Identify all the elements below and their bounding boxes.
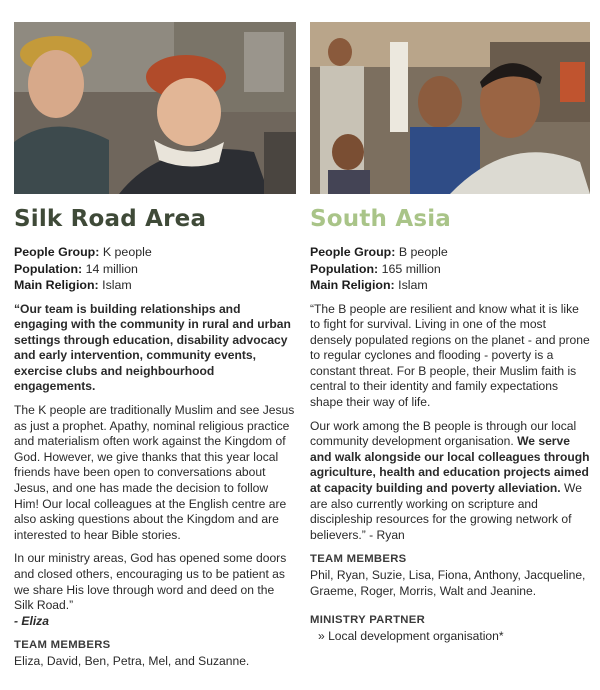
population-row: Population: 165 million (310, 261, 441, 276)
body-paragraph: The K people are traditionally Muslim and see Jesus as just a prophet. Apathy, nominal religious practice and materialism often work against the Kingdom of God. However, we give thanks that this year local friends have been open to conversations about Jesus, and one has made the decision to follow Him! Our local colleagues at the English centre are also asking questions about the Kingdom and are interested to hear Bible stories. (14, 403, 295, 542)
facts-block (310, 244, 590, 294)
region-title: Silk Road Area (14, 206, 207, 232)
signature: - Eliza (14, 613, 49, 628)
partner-heading: MINISTRY PARTNER (310, 613, 426, 626)
south-asia-column (310, 0, 590, 644)
body-paragraph: “The B people are resilient and know what it is like to fight for survival. Living in one of the most densely populated regions on the planet - and prone to regular cyclones and flooding - poverty is a constant threat. For B people, their Muslim faith is central to their identity and family expectations shape their way of life. (310, 301, 590, 410)
team-members: Phil, Ryan, Suzie, Lisa, Fiona, Anthony, Jacqueline, Graeme, Roger, Morris, Walt and Jeanine. (310, 568, 586, 598)
facts-block (14, 244, 296, 294)
bold-highlight: We serve and walk alongside our local colleagues through agriculture, health and education projects aimed at capacity building and poverty alleviation. (310, 434, 590, 496)
partner-item: » Local development organisation* (318, 628, 504, 643)
people-group-row: People Group: B people (310, 245, 448, 259)
population-row: Population: 14 million (14, 261, 138, 276)
body-paragraph: Our work among the B people is through our local community development organisation. We serve and walk alongside our local colleagues through agriculture, health and education projects aimed at capacity building and poverty alleviation. We are also currently working on scripture and discipleship resources for the growing network of believers.” - Ryan (310, 418, 590, 542)
team-members: Eliza, David, Ben, Petra, Mel, and Suzanne. (14, 654, 250, 669)
team-heading: TEAM MEMBERS (14, 639, 111, 652)
quote-paragraph: “Our team is building relationships and engaging with the community in rural and urban settings through education, disability advocacy and early intervention, community events, exercise clubs and neighbourhood engagements. (14, 301, 291, 394)
team-heading: TEAM MEMBERS (310, 553, 407, 566)
people-group-row: People Group: K people (14, 245, 152, 259)
religion-row: Main Religion: Islam (14, 278, 132, 292)
men-photo-icon (310, 22, 590, 194)
religion-row: Main Religion: Islam (310, 278, 428, 292)
silk-road-column (14, 0, 296, 670)
body-paragraph: In our ministry areas, God has opened some doors and closed others, encouraging us to be patient as we share His love through word and deed on the Silk Road.” - Eliza (14, 551, 287, 628)
region-title: South Asia (310, 206, 452, 232)
women-photo-icon (14, 22, 296, 194)
